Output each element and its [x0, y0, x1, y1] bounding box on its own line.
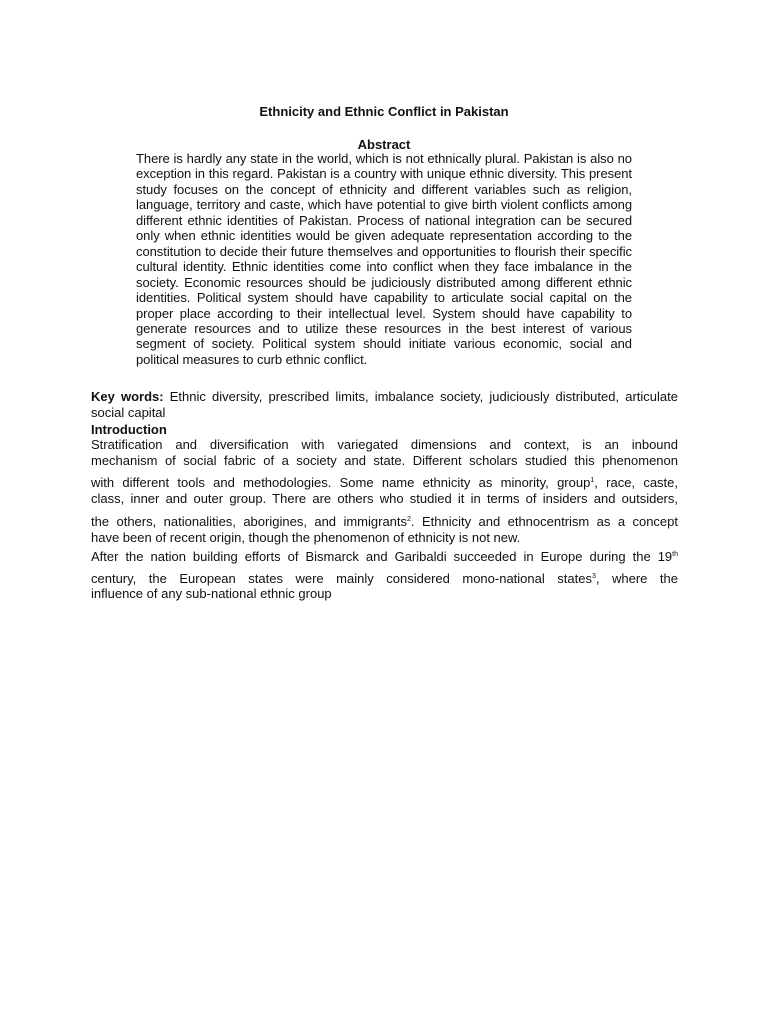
abstract-text: There is hardly any state in the world, which is not ethnically plural. Pakistan is also no exception in this regard. Pakistan is a country with unique ethnic diversity. This present study focuses on the concept of ethnicity and different variables such as religion, language, territory and caste, which have potential to give birth violent conflicts among different ethnic identities of Pakistan. Process of national integration can be secured only when ethnic identities would be given adequate representation according to the constitution to decide their future themselves and opportunities to flourish their specific cultural identity. Ethnic identities come into conflict when they face imbalance in the society. Economic resources should be judiciously distributed among different ethnic identities. Political system should have capability to articulate social capital on the proper place according to their intellectual level. System should have capability to generate resources and to utilize these resources in the best interest of various segment of society. Political system should initiate various economic, social and political measures to curb ethnic conflict. — [136, 151, 632, 367]
text-line: influence of any sub-national ethnic group — [91, 586, 332, 601]
text-line: Stratification and diversification with variegated dimensions and context, is an inbound — [91, 437, 678, 452]
keywords-label: Key words: — [91, 389, 164, 404]
footnote-marker: 3 — [591, 572, 596, 580]
text-segment: the others, nationalities, aborigines, and immigrants — [91, 513, 408, 529]
superscript: th — [672, 551, 678, 558]
keywords-paragraph — [91, 389, 678, 420]
text-line — [91, 565, 678, 587]
text-segment: , race, caste, — [594, 475, 678, 490]
text-line — [91, 507, 678, 530]
text-segment: After the nation building efforts of Bismarck and Garibaldi succeeded in Europe during the 19 — [91, 549, 673, 564]
introduction-heading: Introduction — [91, 422, 167, 437]
introduction-paragraph-2 — [91, 542, 678, 602]
text-segment: century, the European states were mainly considered mono-national states — [91, 570, 592, 586]
text-line — [91, 542, 678, 565]
introduction-paragraph-1 — [91, 437, 678, 545]
footnote-marker: 2 — [407, 515, 411, 523]
text-line: mechanism of social fabric of a society and state. Different scholars studied this phenomenon — [91, 452, 678, 468]
abstract-heading: Abstract — [357, 137, 411, 152]
footnote-marker: 1 — [590, 477, 595, 484]
text-line — [91, 468, 678, 491]
text-line: have been of recent origin, though the phenomenon of ethnicity is not new. — [91, 529, 521, 545]
text-line: class, inner and outer group. There are others who studied it in terms of insiders and outsiders, — [91, 491, 678, 506]
text-segment: , where the — [595, 570, 678, 586]
keywords-text: Ethnic diversity, prescribed limits, imbalance society, judiciously distributed, articulate social capital — [91, 389, 678, 420]
text-segment: with different tools and methodologies. Some name ethnicity as minority, group — [91, 475, 591, 490]
document-title: Ethnicity and Ethnic Conflict in Pakistan — [259, 104, 509, 119]
text-segment: . Ethnicity and ethnocentrism as a concept — [410, 513, 678, 529]
